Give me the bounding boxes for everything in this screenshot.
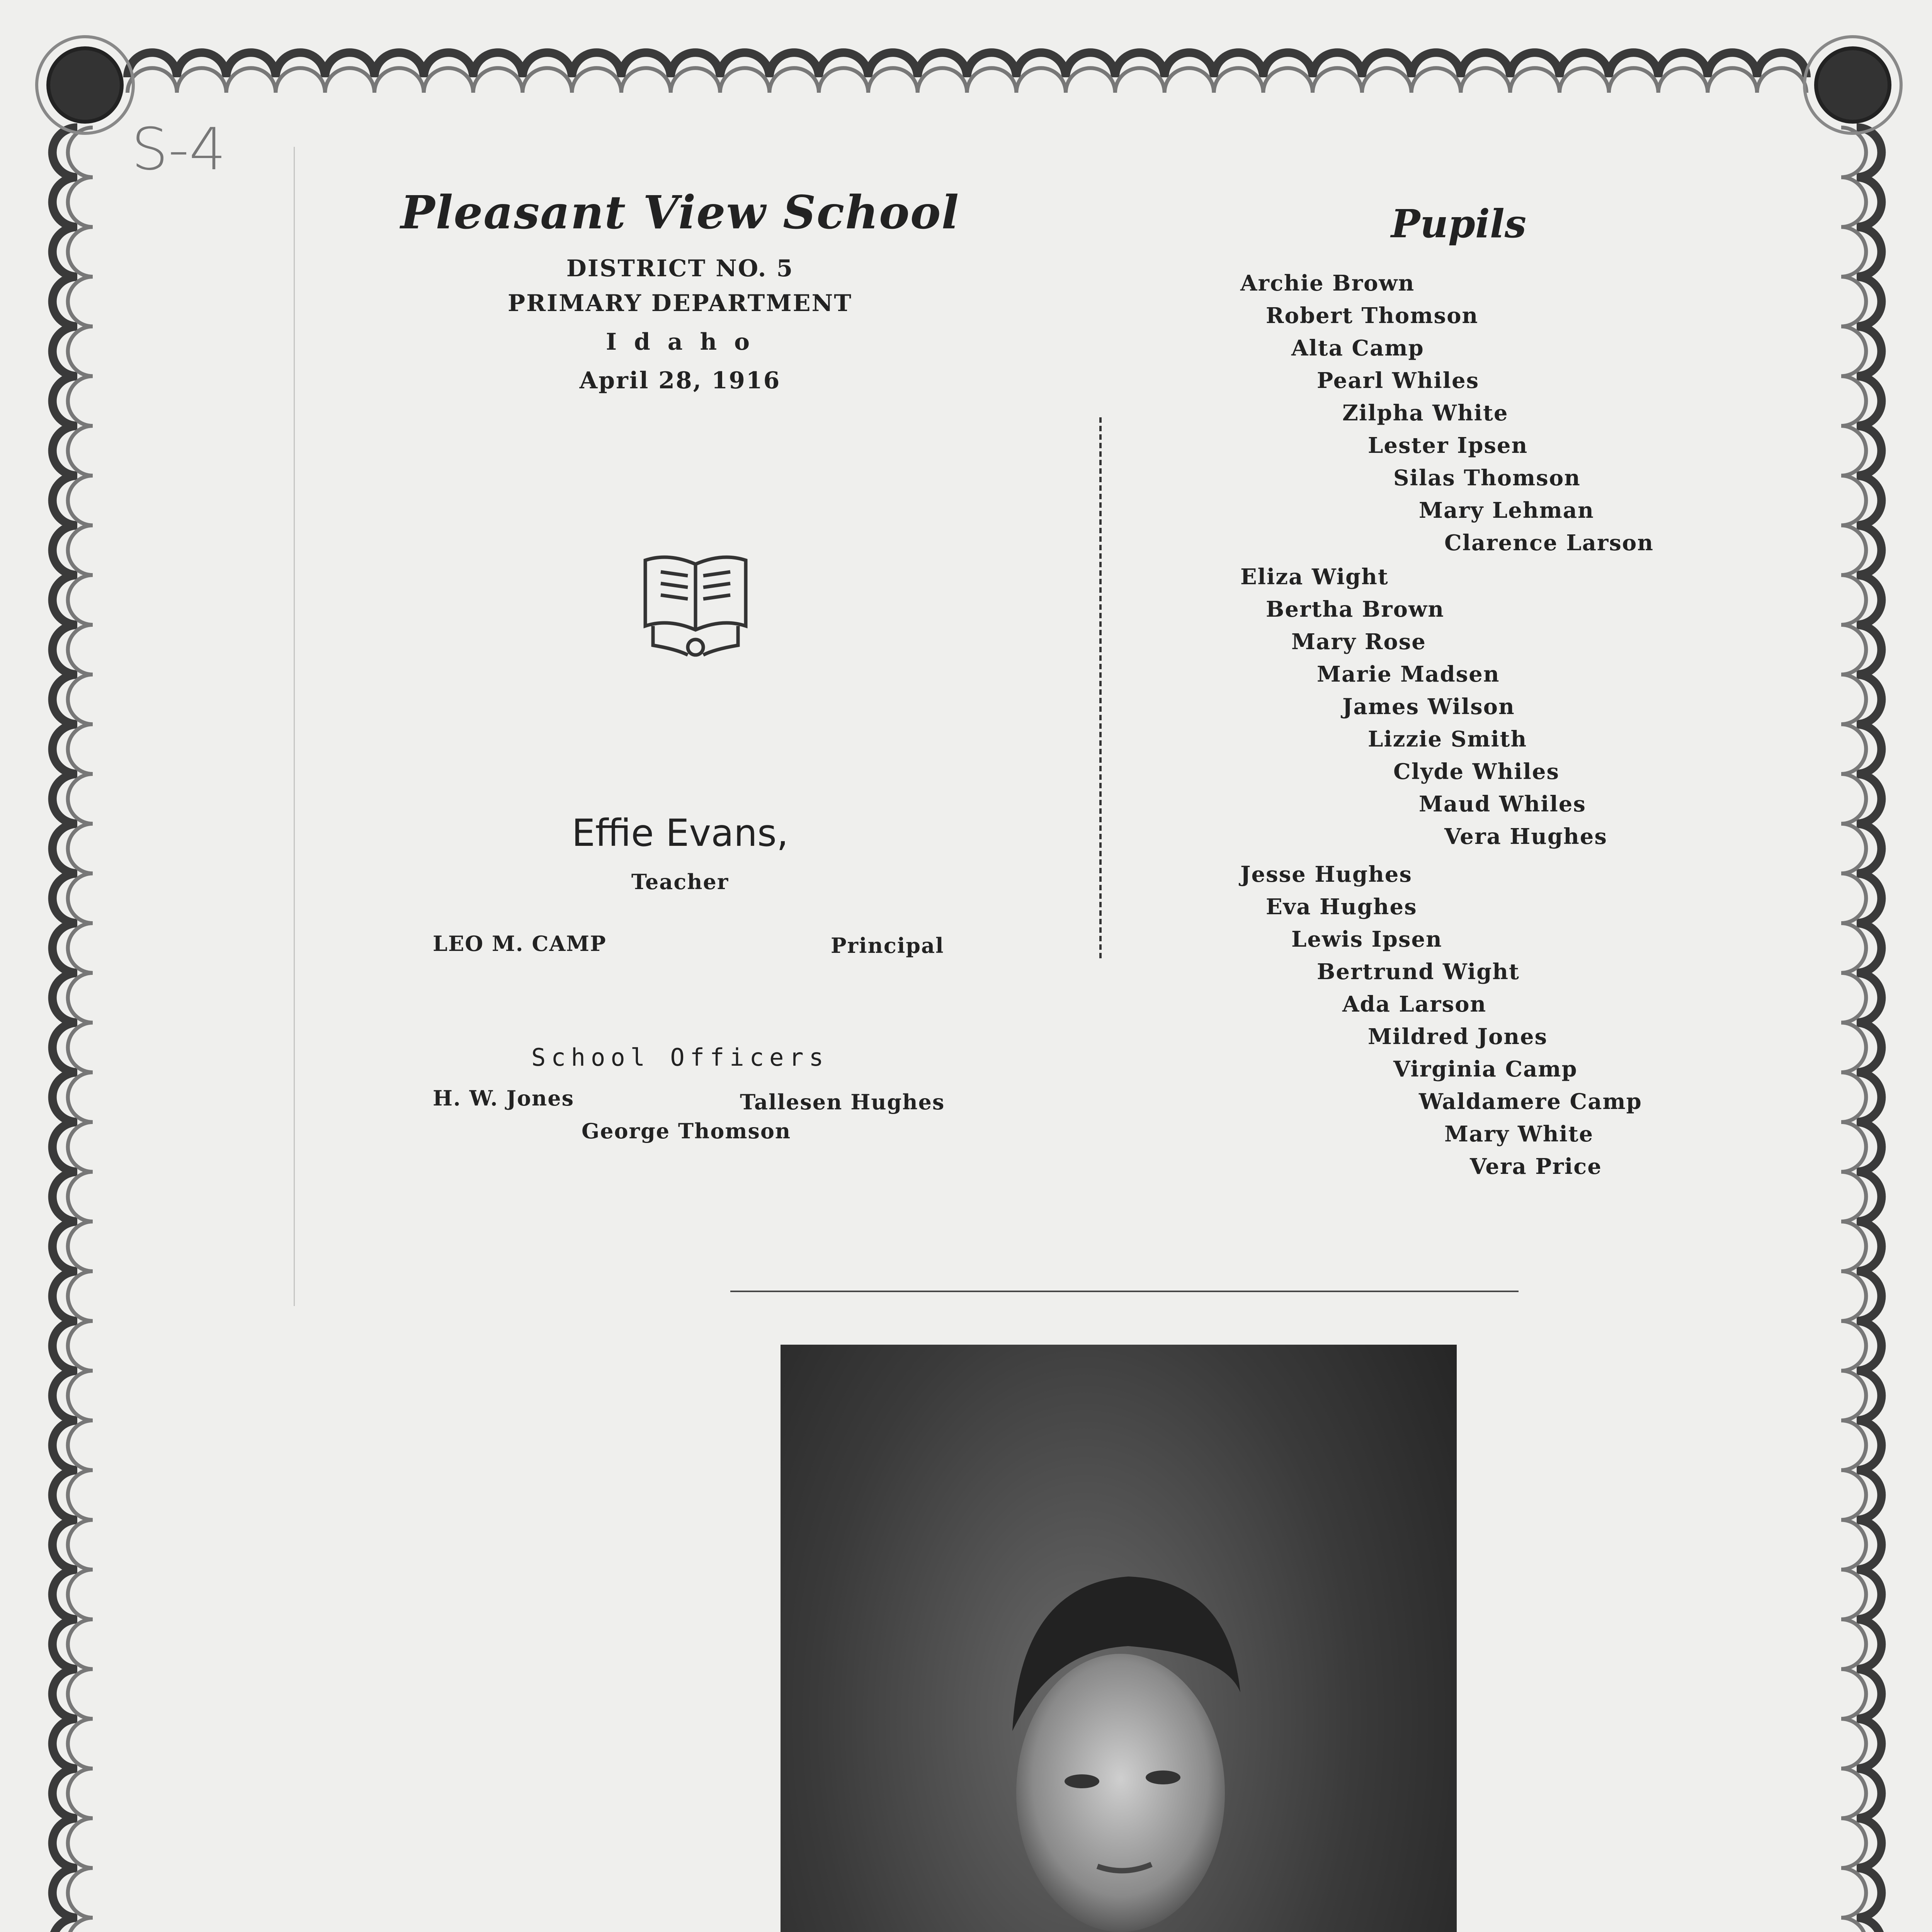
decorative-divider xyxy=(1097,417,1104,958)
pupil-name: Vera Hughes xyxy=(1444,824,1607,849)
teacher-name: Effie Evans, xyxy=(571,811,789,855)
officer-name: Tallesen Hughes xyxy=(740,1090,945,1114)
clipping-edge xyxy=(294,147,295,1306)
pupil-name: Mary Lehman xyxy=(1419,498,1594,523)
pupil-name: Bertrund Wight xyxy=(1317,959,1520,985)
pupil-name: Mildred Jones xyxy=(1368,1024,1548,1049)
state: I d a h o xyxy=(605,328,755,355)
pupil-name: Silas Thomson xyxy=(1393,465,1581,491)
pupil-name: Eliza Wight xyxy=(1240,564,1389,590)
pupil-name: Zilpha White xyxy=(1342,400,1509,426)
corner-medallion-top-left xyxy=(48,48,122,122)
pupil-name: Robert Thomson xyxy=(1266,303,1479,328)
pupil-name: Bertha Brown xyxy=(1266,597,1444,622)
corner-medallion-top-right xyxy=(1816,48,1889,122)
pupil-name: Marie Madsen xyxy=(1317,662,1500,687)
pupil-name: Lewis Ipsen xyxy=(1291,927,1442,952)
principal-name: LEO M. CAMP xyxy=(433,931,607,956)
department: PRIMARY DEPARTMENT xyxy=(508,290,852,317)
teacher-label: Teacher xyxy=(631,869,729,894)
pupil-name: Jesse Hughes xyxy=(1240,862,1412,887)
pupil-name: Virginia Camp xyxy=(1393,1056,1578,1082)
program-date: April 28, 1916 xyxy=(579,367,781,394)
pupil-name: Maud Whiles xyxy=(1419,791,1586,817)
pupil-name: Mary White xyxy=(1444,1121,1594,1147)
portrait-photo xyxy=(781,1345,1457,1932)
officers-heading: School Officers xyxy=(531,1043,829,1071)
pupil-name: Pearl Whiles xyxy=(1317,368,1480,393)
officer-name: H. W. Jones xyxy=(433,1086,575,1111)
pupil-name: Eva Hughes xyxy=(1266,894,1417,920)
pupil-name: Ada Larson xyxy=(1342,992,1487,1017)
pupil-name: Waldamere Camp xyxy=(1419,1089,1642,1114)
district: DISTRICT NO. 5 xyxy=(566,255,794,282)
open-book-emblem xyxy=(638,553,753,661)
pupil-name: Archie Brown xyxy=(1240,270,1415,296)
pupil-name: Mary Rose xyxy=(1291,629,1426,655)
pupil-name: Clarence Larson xyxy=(1444,530,1654,556)
pupils-heading: Pupils xyxy=(1391,201,1527,247)
pupil-name: Vera Price xyxy=(1470,1154,1602,1179)
clipping-edge xyxy=(730,1291,1519,1292)
pupil-name: Lizzie Smith xyxy=(1368,726,1527,752)
school-name: Pleasant View School xyxy=(400,185,960,239)
pupil-name: Alta Camp xyxy=(1291,335,1424,361)
page-mark: S-4 xyxy=(131,116,226,183)
pupil-name: Lester Ipsen xyxy=(1368,433,1528,458)
officer-name: George Thomson xyxy=(582,1119,791,1143)
pupil-name: James Wilson xyxy=(1342,694,1515,719)
pupil-name: Clyde Whiles xyxy=(1393,759,1560,784)
principal-label: Principal xyxy=(831,933,944,958)
